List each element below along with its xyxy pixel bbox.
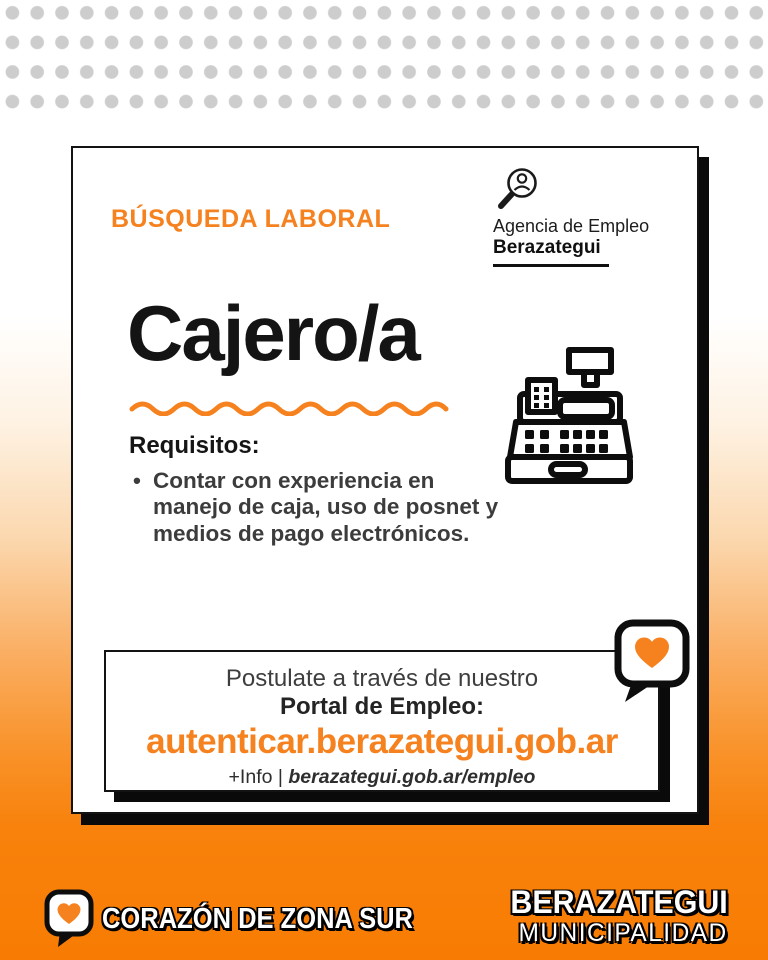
- dot-pattern: [0, 0, 768, 112]
- wavy-underline: [129, 396, 449, 421]
- municipality-brand: [499, 886, 728, 946]
- info-prefix: +Info |: [228, 766, 289, 788]
- municipality-name: BERAZATEGUI: [510, 884, 728, 920]
- requirements-title: Requisitos:: [129, 432, 260, 459]
- magnifier-person-icon: [493, 166, 698, 214]
- municipality-subtitle: MUNICIPALIDAD: [518, 919, 728, 947]
- agency-logo-block: [493, 166, 698, 267]
- job-posting-card: [71, 146, 699, 814]
- cta-portal-label: Portal de Empleo:: [279, 693, 485, 720]
- agency-name: Agencia de Empleo: [493, 216, 650, 236]
- info-line: [106, 766, 658, 789]
- agency-city: Berazategui: [493, 237, 609, 267]
- footer-slogan: CORAZÓN DE ZONA SUR: [102, 903, 413, 935]
- info-url: berazategui.gob.ar/empleo: [288, 766, 536, 788]
- eyebrow-label: BÚSQUEDA LABORAL: [111, 205, 391, 233]
- cta-box: [104, 650, 660, 792]
- footer-heart-bubble-icon: [44, 889, 94, 954]
- requirement-item: • Contar con experiencia en manejo de caja, uso de posnet y medios de pago electrónicos.: [153, 468, 503, 547]
- heart-speech-bubble-icon: [611, 618, 693, 711]
- job-title: Cajero/a: [127, 289, 419, 377]
- portal-url: autenticar.berazategui.gob.ar: [146, 722, 618, 761]
- cash-register-icon: [496, 344, 642, 499]
- cta-intro: Postulate a través de nuestro: [225, 665, 539, 692]
